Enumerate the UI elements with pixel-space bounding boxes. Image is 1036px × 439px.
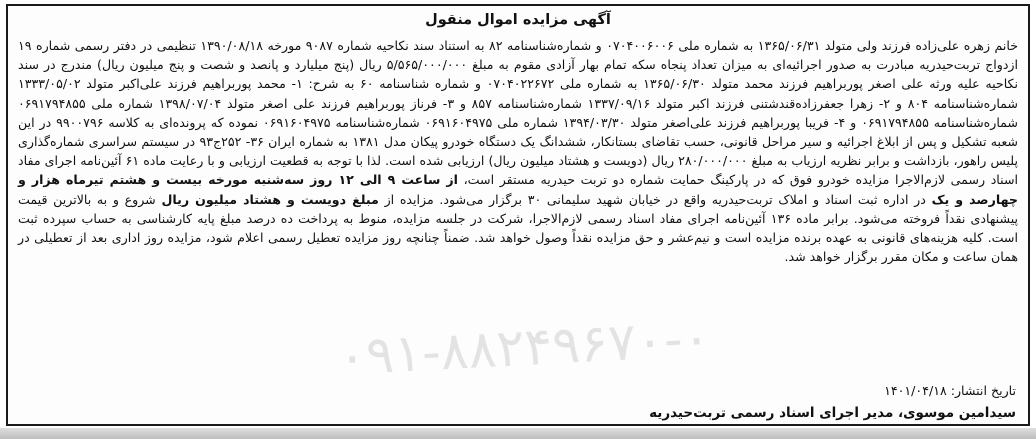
body-paragraph-2: در اداره ثبت اسناد و املاک تربت‌حیدریه واقع در خیابان شهید سلیمانی ۳۰ برگزار می‌شود. مزایده از bbox=[384, 191, 926, 207]
notice-title: آگهی مزایده اموال منقول bbox=[425, 12, 611, 28]
phone-watermark: ۰۹۱-۸۸۲۴۹۶۷۰-۰ bbox=[336, 308, 713, 388]
starting-price-emphasis: مبلغ دویست و هشتاد میلیون ریال bbox=[161, 191, 379, 207]
auction-time-emphasis: از ساعت ۹ الی ۱۲ روز سه‌شنبه مورخه بیست و هشتم تیرماه هزار و چهارصد و یک bbox=[18, 172, 1018, 207]
auction-notice bbox=[6, 4, 1030, 426]
publication-date: تاریخ انتشار: ۱۴۰۱/۰۴/۱۸ bbox=[884, 383, 1016, 398]
body-paragraph-3: شروع و به بالاترین قیمت پیشنهادی نقداً فروخته می‌شود. برابر ماده ۱۳۶ آئین‌نامه اجرای مفاد اسناد رسمی لازم‌الاجرا، شرکت در جلسه مزایده، منوط به پرداخت ده درصد مبلغ پایه کارشناسی به حساب سپرده ثبت است. کلیه هزینه‌های قانونی به عهده برنده مزایده است و نیم‌عشر و حق مزایده نقداً وصول خواهد شد. ضمناً چنانچه روز مزایده تعطیل رسمی اعلام شود، مزایده روز اداری بعد از تعطیلی در همان ساعت و مکان مقرر برگزار خواهد شد. bbox=[18, 191, 1018, 265]
body-paragraph-1: خانم زهره علی‌زاده فرزند ولی متولد ۱۳۶۵/۰۶/۳۱ به شماره ملی ۰۷۰۴۰۰۶۰۰۶ و شماره‌شناسنامه ۸۲ به استناد سند نکاحیه شماره ۹۰۸۷ مورخه ۱۳۹۰/۰۸/۱۸ تنظیمی در دفتر رسمی شماره ۱۹ ازدواج تربت‌حیدریه مبادرت به صدور اجرائیه‌ای به میزان تعداد پنجاه سکه تمام بهار آزادی مقوم به مبلغ ۵/۵۶۵/۰۰۰/۰۰۰ ریال (پنج میلیارد و پانصد و شصت و پنج میلیون ریال) مندرج در سند نکاحیه علیه ورثه علی اصغر پوربراهیم فرزند محمد متولد ۱۳۶۵/۰۶/۳۰ به شماره ملی ۰۷۰۴۰۲۲۶۷۲ و شماره شناسنامه ۶۰ به شرح: ۱- محمد پوربراهیم فرزند علی‌اکبر متولد ۱۳۳۳/۰۵/۰۲ شماره‌شناسنامه ۸۰۴ و ۲- زهرا جعفرزاده‌قندشتنی فرزند اکبر متولد ۱۳۳۷/۰۹/۱۶ شماره‌شناسنامه ۸۵۷ و ۳- فرناز پوربراهیم فرزند علی اصغر متولد ۱۳۹۸/۰۷/۰۴ شماره ملی ۰۶۹۱۷۹۴۸۵۵ شماره‌شناسنامه ۰۶۹۱۷۹۴۸۵۵ و ۴- فریبا پوربراهیم فرزند علی‌اصغر متولد ۱۳۹۴/۰۳/۳۰ شماره ملی ۰۶۹۱۶۰۴۹۷۵ شماره‌شناسنامه ۰۶۹۱۶۰۴۹۷۵ نموده که پرونده‌ای به کلاسه ۹۹۰۰۷۹۶ در این شعبه تشکیل و پس از ابلاغ اجرائیه و سیر مراحل قانونی، حسب تقاضای بستانکار، ششدانگ یک دستگاه خودرو پیکان مدل ۱۳۸۱ به شماره ایران ۳۶- ۲۵۲ج۹۳ در سیستم سراسری شماره‌گذاری پلیس راهور، بازداشت و برابر نظریه ارزیاب به مبلغ ۲۸۰/۰۰۰/۰۰۰ ریال (دویست و هشتاد میلیون ریال) ارزیابی شده است. لذا با توجه به قطعیت ارزیابی و با رعایت ماده ۶۱ آئین‌نامه اجرای مفاد اسناد رسمی لازم‌الاجرا مزایده خودرو فوق که در پارکینگ حمایت شماره دو تربت حیدریه مستقر است، bbox=[18, 38, 1019, 188]
signature-line: سیدامین موسوی، مدیر اجرای اسناد رسمی تربت‌حیدریه bbox=[649, 405, 1016, 421]
footer-band bbox=[0, 428, 1036, 439]
notice-body bbox=[18, 36, 1018, 266]
